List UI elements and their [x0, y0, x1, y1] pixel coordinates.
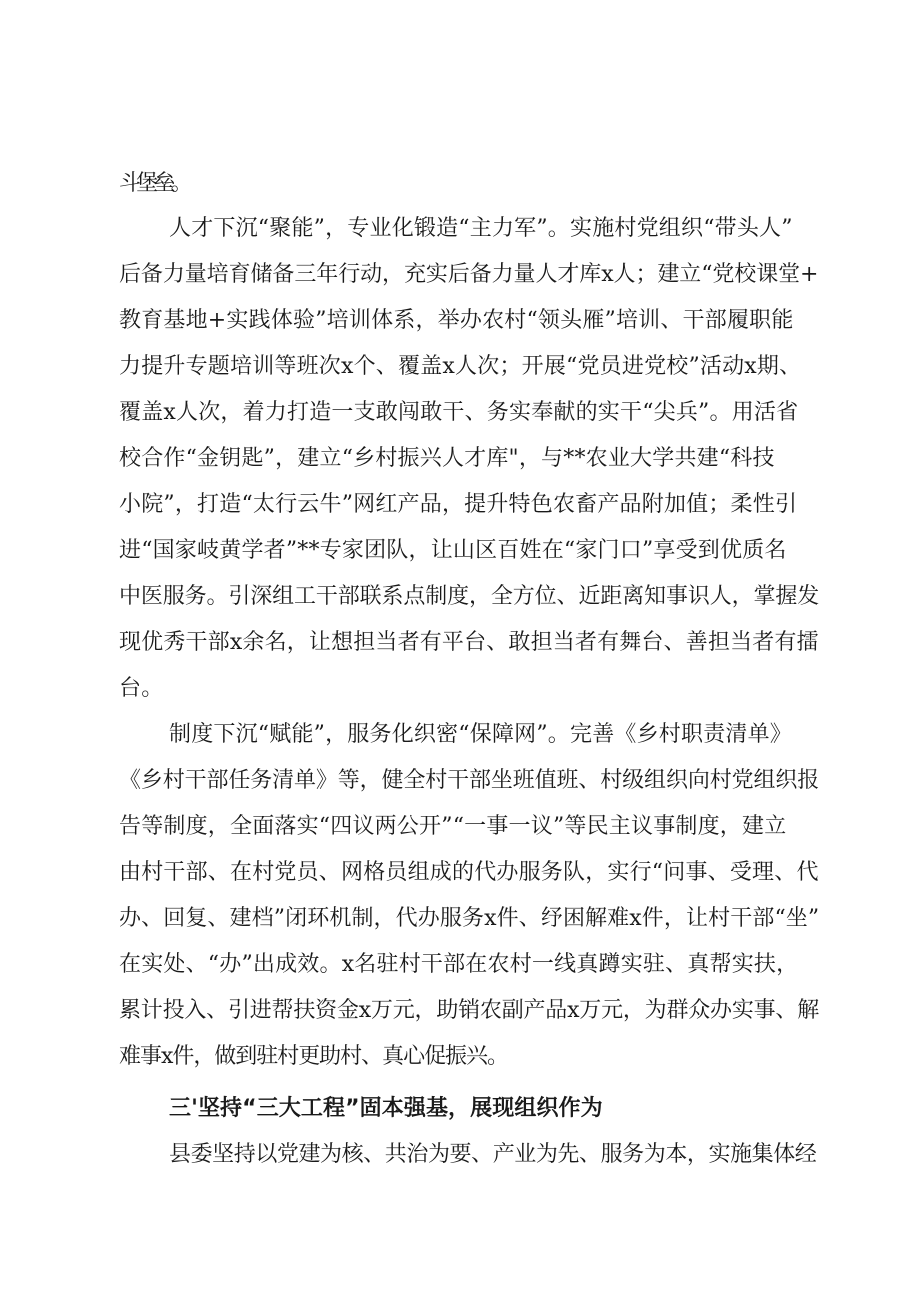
paragraph-2-line-4: 由村干部、在村党员、网格员组成的代办服务队，实行“问事、受理、代 [119, 860, 819, 885]
paragraph-1-line-11: 台。 [119, 676, 164, 701]
paragraph-2-line-2: 《乡村干部任务清单》等，健全村干部坐班值班、村级组织向村党组织报 [119, 768, 820, 793]
paragraph-1-line-1: 人才下沉“聚能”，专业化锻造“主力军”。实施村党组织“带头人” [169, 216, 793, 241]
paragraph-1-line-4: 力提升专题培训等班次x个、覆盖x人次；开展“党员进党校”活动x期、 [119, 354, 802, 379]
paragraph-1-line-3: 教育基地+实践体验”培训体系，举办农村“领头雁”培训、干部履职能 [119, 308, 794, 333]
paragraph-3-line-1: 县委坚持以党建为核、共治为要、产业为先、服务为本，实施集体经 [169, 1142, 817, 1167]
section-heading: 三'坚持“三大工程”固本强基，展现组织作为 [169, 1096, 603, 1121]
paragraph-1-line-5: 覆盖x人次，着力打造一支敢闯敢干、务实奉献的实干“尖兵”。用活省 [119, 400, 799, 425]
paragraph-1-line-9: 中医服务。引深组工干部联系点制度，全方位、近距离知事识人，掌握发 [119, 584, 820, 609]
paragraph-1-line-2: 后备力量培育储备三年行动，充实后备力量人才库x人；建立“党校课堂+ [119, 262, 819, 287]
paragraph-2-line-8: 难事x件，做到驻村更助村、真心促振兴。 [119, 1044, 508, 1069]
paragraph-2-line-1: 制度下沉“赋能”，服务化织密“保障网”。完善《乡村职责清单》 [169, 722, 792, 747]
paragraph-1-line-6: 校合作“金钥匙”，建立“乡村振兴人才库"，与**农业大学共建“科技 [119, 446, 775, 471]
paragraph-1-line-10: 现优秀干部x余名，让想担当者有平台、敢担当者有舞台、善担当者有擂 [119, 630, 819, 655]
paragraph-2-line-7: 累计投入、引进帮扶资金x万元，助销农副产品x万元，为群众办实事、解 [119, 998, 820, 1023]
paragraph-1-line-8: 进“国家岐黄学者”**专家团队，让山区百姓在“家门口”享受到优质名 [119, 538, 787, 563]
paragraph-0-line-1: 斗堡垒。 [119, 171, 188, 196]
paragraph-1-line-7: 小院”，打造“太行云牛”网红产品，提升特色农畜产品附加值；柔性引 [119, 492, 798, 517]
paragraph-2-line-5: 办、回复、建档”闭环机制，代办服务x件、纾困解难x件，让村干部“坐” [119, 906, 820, 931]
paragraph-2-line-6: 在实处、“办”出成效。x名驻村干部在农村一线真蹲实驻、真帮实扶， [119, 952, 799, 977]
paragraph-2-line-3: 告等制度，全面落实“四议两公开”“一事一议”等民主议事制度，建立 [119, 814, 787, 839]
